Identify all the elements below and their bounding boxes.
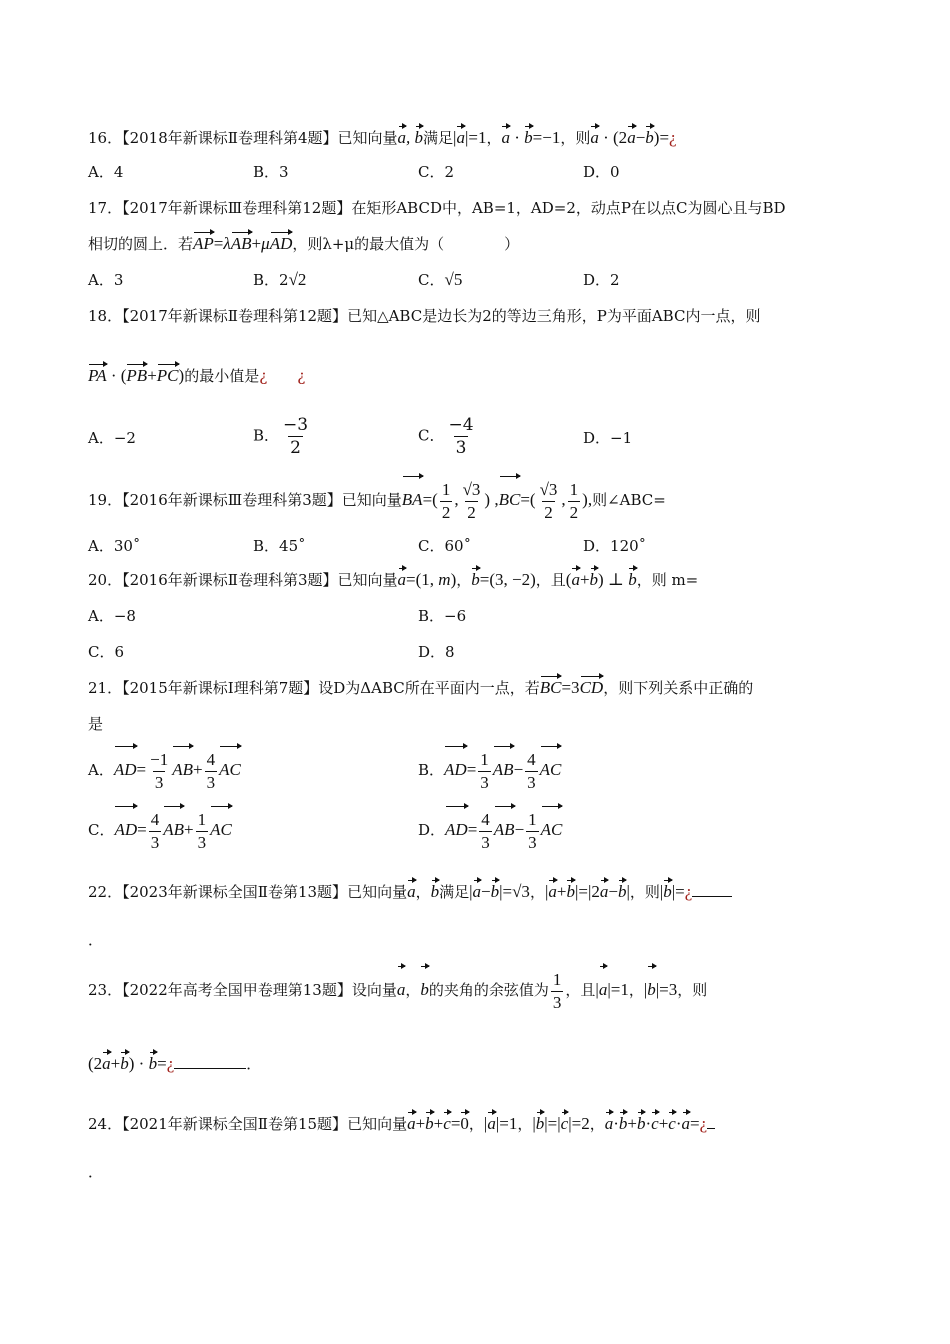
option-d: D．−1 [583, 429, 633, 447]
option-d: D．2 [583, 271, 620, 289]
option-d: D．0 [583, 163, 620, 181]
question-24: 24．【2021年新课标全国Ⅱ卷第15题】已知向量a+b+c=0，|a|=1，|b|=|c|=2，a·b+b·c+c·a=¿ [88, 1114, 862, 1134]
option-a: A．30˚ [88, 537, 141, 555]
option-a: A．3 [88, 271, 124, 289]
option-d: D．8 [418, 643, 455, 661]
question-number: 16． [88, 129, 123, 147]
option-c: C．6 [88, 643, 125, 661]
document-page: 16．【2018年新课标Ⅱ卷理科第4题】已知向量a, b满足|a|=1，a · b=−1，则a · (2a−b)=¿ A．4 B．3 C．2 D．0 17．【2017年新课标Ⅲ卷理科第12题】在矩形ABCD中，AB=1，AD=2，动点P在以点C为圆心且与BD 相切的圆上．若AP=λAB+μAD，则λ+μ的最大值为（ ） A．3 B．2√2 C．√5 D．2 18．【2017年新课标Ⅱ卷理科第12题】已知△ABC是边长为2的等边三角形，P为平面ABC内一点，则 PA · (PB+PC)的最小值是¿ ¿ A．−2 B． $\frac{-3}{2}$ C． $\frac{-4}{3}$ D．−1 19．【2016年新课标Ⅲ卷理科第3题】已知向量BA=( $\frac{1}{2}$ , $\frac{√3}{2}$ ) ,BC=( $\frac{√3}{2}$ , $\frac{1}{2}$ ),则∠ABC= A．30˚ B．45˚ C．60˚ D．120˚ 20．【2016年新课标Ⅱ卷理科第3题】已知向量a=(1, m)，b=(3, −2)，且(a+b) ⊥ b，则 m= A．−8 B．−6 C．6 D．8 21．【2015年新课标Ⅰ理科第7题】设D为ΔABC所在平面内一点，若BC=3CD，则下列关系中正确的 是 A．AD= $\frac{-1}{3}$ AB+ $\frac{4}{3}$ AC B．AD= $\frac{1}{3}$ AB− $\frac{4}{3}$ AC C．AD= $\frac{4}{3}$ AB+ $\frac{1}{3}$ AC D．AD= $\frac{4}{3}$ AB− $\frac{1}{3}$ AC 22．【2023年新课标全国Ⅱ卷第13题】已知向量a，b满足|a−b|=√3，|a+b|=|2a−b|，则|b|=¿ ． 23．【2022年高考全国甲卷理第13题】设向量a，b的夹角的余弦值为 $\frac{1}{3}$ ，且|a|=1，|b|=3，则 (2a+b) · b=¿ ． 24．【2021年新课标全国Ⅱ卷第15题】已知向量a+b+c=0，|a|=1，|b|=|c|=2，a·b+b·c+c·a=¿ ． [0, 0, 950, 1344]
option-b: B．3 [253, 163, 289, 181]
question-18-line2: PA · (PB+PC)的最小值是¿ ¿ [88, 366, 306, 385]
option-b: B．−6 [418, 607, 467, 625]
option-b: B．45˚ [253, 537, 306, 555]
option-c: C．2 [418, 163, 455, 181]
option-a: A．−2 [88, 429, 136, 447]
option-b: B．2√2 [253, 270, 307, 289]
option-c: C．√5 [418, 270, 463, 289]
option-d: D．120˚ [583, 537, 647, 555]
option-c: C．60˚ [418, 537, 472, 555]
question-17-line2: 相切的圆上．若AP=λAB+μAD，则λ+μ的最大值为（ ） [88, 234, 520, 253]
option-a: A．AD= $\frac{-1}{3}$ AB+ $\frac{4}{3}$ AC [88, 749, 241, 792]
option-c: C．AD= $\frac{4}{3}$ AB+ $\frac{1}{3}$ AC [88, 809, 232, 852]
question-23-line2: (2a+b) · b=¿ ． [88, 1054, 262, 1073]
question-17: 17．【2017年新课标Ⅲ卷理科第12题】在矩形ABCD中，AB=1，AD=2，动点P在以点C为圆心且与BD [88, 199, 786, 217]
option-a: A．−8 [88, 607, 136, 625]
option-c: C． $\frac{-4}{3}$ [418, 415, 474, 458]
question-21: 21．【2015年新课标Ⅰ理科第7题】设D为ΔABC所在平面内一点，若BC=3CD，则下列关系中正确的 [88, 678, 754, 697]
option-b: B． $\frac{-3}{2}$ [253, 415, 309, 458]
option-d: D．AD= $\frac{4}{3}$ AB− $\frac{1}{3}$ AC [418, 809, 563, 852]
question-23: 23．【2022年高考全国甲卷理第13题】设向量a，b的夹角的余弦值为 $\frac{1}{3}$ ，且|a|=1，|b|=3，则 [88, 969, 708, 1012]
question-20: 20．【2016年新课标Ⅱ卷理科第3题】已知向量a=(1, m)，b=(3, −2)，且(a+b) ⊥ b，则 m= [88, 570, 699, 589]
question-22: 22．【2023年新课标全国Ⅱ卷第13题】已知向量a，b满足|a−b|=√3，|a+b|=|2a−b|，则|b|=¿ [88, 882, 862, 902]
option-a: A．4 [88, 163, 124, 181]
question-19: 19．【2016年新课标Ⅲ卷理科第3题】已知向量BA=( $\frac{1}{2}$ , $\frac{√3}{2}$ ) ,BC=( $\frac{√3}{2}$ , $\frac{1}{2}$ ),则∠ABC= [88, 479, 666, 522]
question-source: 【2018年新课标Ⅱ卷理科第4题】 [122, 129, 338, 147]
question-16: 16．【2018年新课标Ⅱ卷理科第4题】已知向量a, b满足|a|=1，a · b=−1，则a · (2a−b)=¿ [88, 128, 677, 147]
question-18: 18．【2017年新课标Ⅱ卷理科第12题】已知△ABC是边长为2的等边三角形，P为平面ABC内一点，则 [88, 307, 761, 325]
option-b: B．AD= $\frac{1}{3}$ AB− $\frac{4}{3}$ AC [418, 749, 562, 792]
